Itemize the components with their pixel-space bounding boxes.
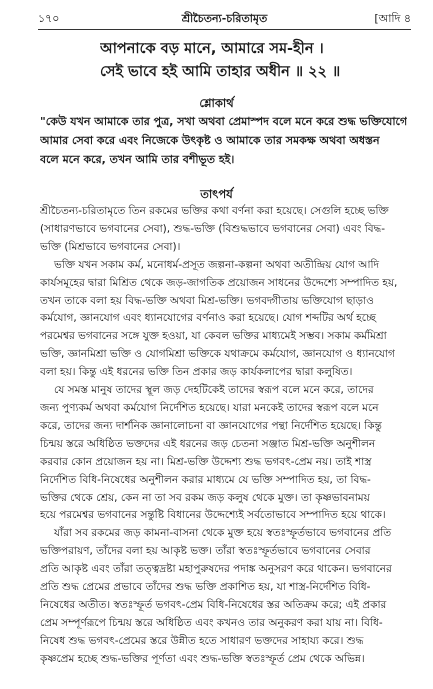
purport-line: ভক্তি (মিশ্রভাবে ভগবানের সেবা)।: [40, 240, 181, 253]
purport-line: নিষেধ শুদ্ধ ভগবৎ-প্রেমের স্তরে উন্নীত হতে সাধারণ ভক্তদের সাহায্য করে। শুদ্ধ: [40, 634, 364, 647]
purport-line: নির্দেশিত বিধি-নিষেধের অনুশীলন করার মাধ্যমে যে ভক্তি সম্পাদিত হয়, তা বিদ্ধ-: [40, 473, 371, 486]
purport-line: ভক্তিপরায়ণ, তাঁদের বলা হয় আকৃষ্ট ভক্ত। তাঁরা স্বতঃস্ফূর্তভাবে ভগবানের সেবার: [40, 545, 371, 558]
verse-line: আপনাকে বড় মানে, আমারে সম-হীন ।: [100, 41, 324, 57]
purport-line: কর্মযোগ, জ্ঞানযোগ এবং ধ্যানযোগের বর্ণনাও করা হয়েছে। যোগ শব্দটির অর্থ হচ্ছে: [40, 312, 376, 325]
verse-line: সেই ভাবে হই আমি তাহার অধীন ॥ ২২ ॥: [100, 64, 341, 80]
page-number: ১৭০: [38, 12, 60, 25]
purport-line: তখন তাকে বলা হয় বিদ্ধ-ভক্তি অথবা মিশ্র-ভক্তি। ভগবদ্গীতায় ভক্তিযোগ ছাড়াও: [40, 294, 374, 307]
translation-line: "কেউ যখন আমাকে তার পুত্র, সখা অথবা প্রেমাস্পদ বলে মনে করে শুদ্ধ ভক্তিযোগে: [40, 115, 407, 128]
purport-line: ভক্তি যখন সকাম কর্ম, মনোধর্ম-প্রসূত জল্পনা-কল্পনা অথবা অতীন্দ্রিয় যোগ আদি: [54, 258, 380, 271]
purport-line: প্রতি শুদ্ধ প্রেমের প্রভাবে তাঁদের শুদ্ধ ভক্তি প্রকাশিত হয়, যা শাস্ত্র-নির্দেশিত বিধি-: [40, 581, 371, 594]
purport-line: হয়ে পরমেশ্বর ভগবানের সন্তুষ্টি বিধানের উদ্দেশ্যেই সর্বতোভাবে সম্পাদিত হয়ে থাকে।: [40, 509, 386, 522]
purport-line: নিষেধের অতীত। স্বতঃস্ফূর্ত ভগবৎ-প্রেম বিধি-নিষেধের স্তর অতিক্রম করে; এই প্রকার: [40, 598, 387, 611]
purport-line: (সাধারণভাবে ভগবানের সেবা), শুদ্ধ-ভক্তি (বিশুদ্ধভাবে ভগবানের সেবা) এবং বিদ্ধ-: [40, 222, 386, 235]
purport-line: কৃষ্ণপ্রেম হচ্ছে শুদ্ধ-ভক্তির পূর্ণতা এবং শুদ্ধ-ভক্তি স্বতঃস্ফূর্ত প্রেম থেকে অভিন্ন।: [40, 652, 365, 665]
translation-text: [40, 112, 407, 169]
purport-line: প্রেম সম্পূর্ণরূপে চিন্ময় স্তরে অধিষ্ঠিত এবং কখনও তার অনুকরণ করা যায় না। বিধি-: [40, 616, 383, 629]
purport-line: যে সমস্ত মানুষ তাদের স্থূল জড় দেহটিকেই তাদের স্বরূপ বলে মনে করে, তাদের: [54, 384, 374, 397]
purport-text: [40, 203, 409, 669]
purport-line: যাঁরা সব রকমের জড় কামনা-বাসনা থেকে মুক্ত হয়ে স্বতঃস্ফূর্তভাবে ভগবানের প্রতি: [54, 527, 392, 540]
purport-heading: তাৎপর্য: [200, 187, 233, 201]
translation-heading: শ্লোকার্থ: [199, 96, 234, 110]
page-header: [38, 10, 411, 28]
purport-line: শ্রীচৈতন্য-চরিতামৃতে তিন রকমের ভক্তির কথা বর্ণনা করা হয়েছে। সেগুলি হচ্ছে ভক্তি: [40, 205, 389, 217]
header-rule: [38, 29, 411, 30]
translation-line: বলে মনে করে, তখন আমি তার বশীভূত হই।: [40, 153, 235, 166]
purport-line: করবার কোন প্রয়োজন হয় না। মিশ্র-ভক্তি উদ্দেশ্য শুদ্ধ ভগবৎ-প্রেম নয়। তাই শাস্ত্র: [40, 455, 372, 468]
purport-line: কার্যসমূহের দ্বারা মিশ্রিত থেকে জড়-জাগতিক প্রয়োজন সাধনের উদ্দেশ্যে সম্পাদিত হয়,: [40, 276, 398, 289]
section-label: [আদি ৪: [374, 12, 411, 25]
purport-line: জন্য পুণ্যকর্ম অথবা কর্মযোগ নির্দেশিত হয়েছে। যারা মনকেই তাদের স্বরূপ বলে মনে: [40, 401, 379, 414]
purport-line: প্রতি আকৃষ্ট এবং তাঁরা তত্ত্বদ্রষ্টা মহাপুরুষদের পদাঙ্ক অনুসরণ করে থাকেন। ভগবানের: [40, 563, 392, 576]
purport-line: ভক্তি, জ্ঞানমিশ্রা ভক্তি ও যোগমিশ্রা ভক্তিকে যথাক্রমে কর্মযোগ, জ্ঞানযোগ ও ধ্যানযোগ: [40, 348, 395, 361]
purport-line: করে, তাদের জন্য দার্শনিক জ্ঞানালোচনা বা জ্ঞানযোগের পন্থা নির্দেশিত হয়েছে। কিন্তু: [40, 419, 382, 432]
purport-line: ভক্তির থেকে শ্রেয়, কেন না তা সব রকম জড় কলুষ থেকে মুক্ত। তা কৃষ্ণভাবনাময়: [40, 491, 370, 504]
running-title: শ্রীচৈতন্য-চরিতামৃত: [181, 12, 268, 25]
purport-line: পরমেশ্বর ভগবানের সঙ্গে যুক্ত হওয়া, যা কেবল ভক্তির মাধ্যমেই সম্ভব। সকাম কর্মমিশ্রা: [40, 330, 387, 343]
translation-line: আমার সেবা করে এবং নিজেকে উৎকৃষ্ট ও আমাকে তার সমকক্ষ অথবা অধস্তন: [40, 134, 380, 147]
purport-line: বলা হয়। কিন্তু এই ধরনের ভক্তি তিন প্রকার জড় কার্যকলাপের দ্বারা কলুষিত।: [40, 366, 353, 379]
purport-line: চিন্ময় স্তরে অধিষ্ঠিত ভক্তদের এই ধরনের জড় চেতনা সঞ্জাত মিশ্র-ভক্তি অনুশীলন: [40, 437, 376, 450]
verse-text: [100, 38, 393, 84]
